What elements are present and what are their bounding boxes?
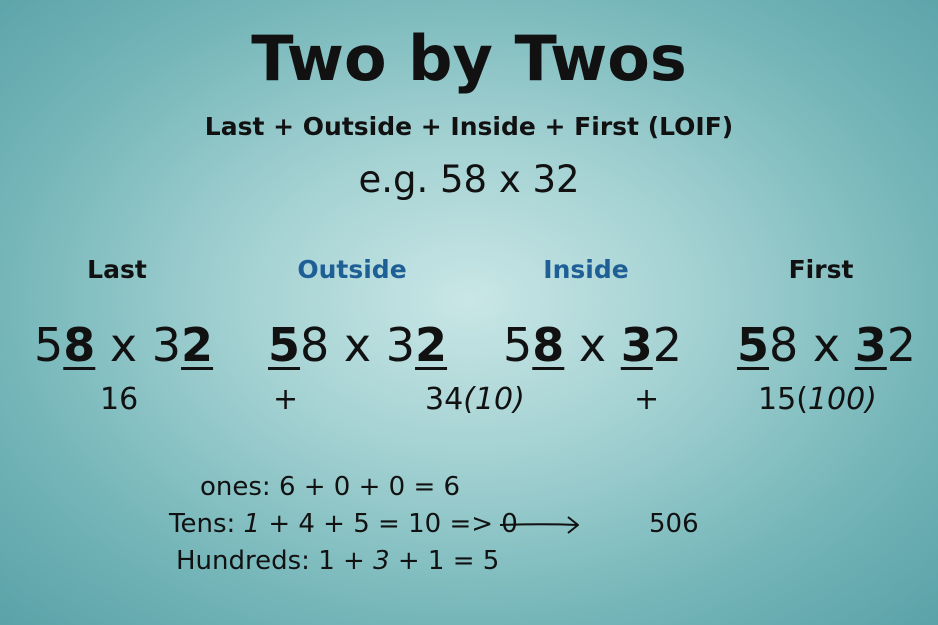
heading-first: First bbox=[788, 255, 854, 284]
digit: 3 bbox=[151, 318, 182, 372]
expr-inside bbox=[503, 318, 723, 372]
hundreds-rest: + 1 = 5 bbox=[389, 546, 500, 576]
times-sign: x bbox=[95, 318, 152, 372]
tens-rest: + 4 + 5 = 10 => 0 bbox=[260, 509, 518, 539]
heading-inside: Inside bbox=[543, 255, 629, 284]
product-last: 16 bbox=[100, 382, 139, 417]
page-title: Two by Twos bbox=[251, 22, 687, 95]
plus-sign: + bbox=[273, 382, 299, 417]
ones-sum: ones: 6 + 0 + 0 = 6 bbox=[200, 472, 461, 502]
digit: 5 bbox=[503, 318, 533, 372]
tens-label: Tens: bbox=[169, 509, 244, 539]
hundreds-sum bbox=[176, 546, 499, 576]
digit-highlight: 2 bbox=[181, 318, 214, 372]
carry-digit: 1 bbox=[243, 509, 261, 539]
times-sign: x bbox=[564, 318, 621, 372]
hundreds-label: Hundreds: 1 + bbox=[176, 546, 374, 576]
product-first bbox=[758, 382, 877, 417]
carry-digit: 3 bbox=[373, 546, 390, 576]
digit-highlight: 5 bbox=[737, 318, 770, 372]
digit-highlight: 3 bbox=[854, 318, 887, 372]
digit-highlight: 2 bbox=[415, 318, 448, 372]
product-inside-outside bbox=[425, 382, 525, 417]
digit: 8 bbox=[300, 318, 330, 372]
plus-sign: + bbox=[634, 382, 660, 417]
tens-sum bbox=[169, 509, 518, 539]
heading-last: Last bbox=[87, 255, 147, 284]
digit: 2 bbox=[886, 318, 917, 372]
subtitle: Last + Outside + Inside + First (LOIF) bbox=[204, 112, 734, 141]
times-sign: x bbox=[329, 318, 386, 372]
digit-highlight: 8 bbox=[63, 318, 96, 372]
example-expression: e.g. 58 x 32 bbox=[358, 158, 580, 201]
digit: 8 bbox=[769, 318, 799, 372]
digit-highlight: 3 bbox=[620, 318, 653, 372]
result-value: 506 bbox=[649, 509, 699, 539]
times-sign: x bbox=[798, 318, 855, 372]
digit-highlight: 8 bbox=[532, 318, 565, 372]
place-value: (10) bbox=[463, 382, 525, 417]
place-value: 100) bbox=[807, 382, 877, 417]
expr-first bbox=[737, 318, 938, 372]
paren: ( bbox=[796, 382, 808, 417]
expr-last bbox=[34, 318, 254, 372]
digit: 5 bbox=[34, 318, 64, 372]
right-arrow-icon bbox=[498, 512, 582, 538]
product-value: 34 bbox=[425, 382, 464, 417]
product-value: 15 bbox=[758, 382, 797, 417]
digit-highlight: 5 bbox=[268, 318, 301, 372]
expr-outside bbox=[268, 318, 488, 372]
digit: 2 bbox=[652, 318, 683, 372]
heading-outside: Outside bbox=[297, 255, 407, 284]
digit: 3 bbox=[385, 318, 416, 372]
